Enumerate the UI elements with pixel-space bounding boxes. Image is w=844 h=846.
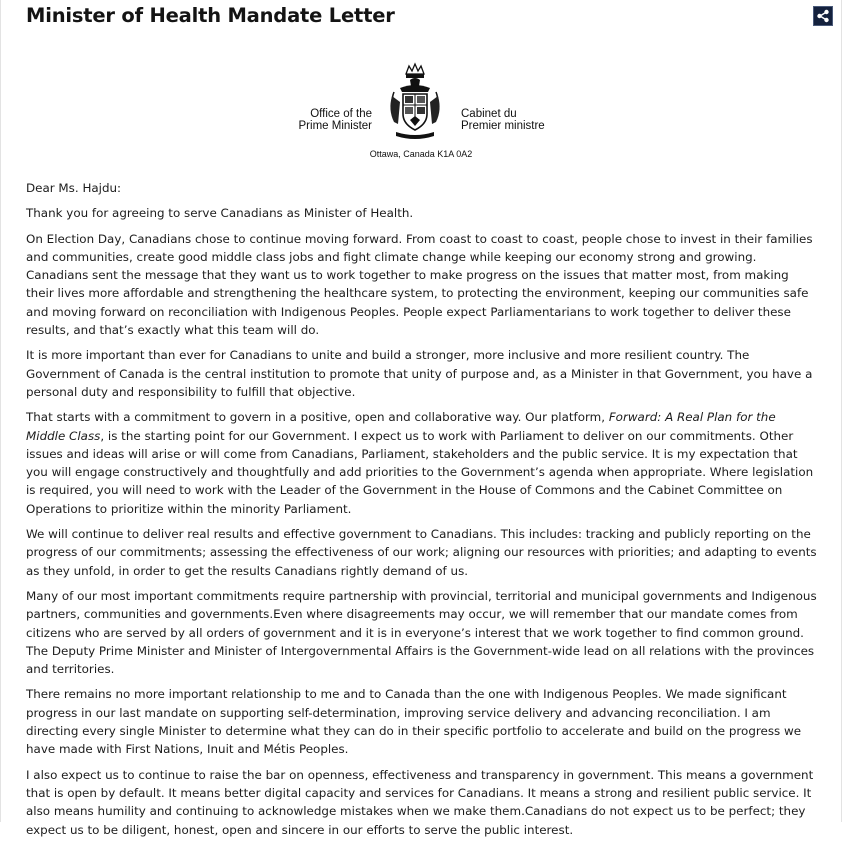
paragraph-1: Thank you for agreeing to serve Canadians as Minister of Health. (26, 206, 414, 221)
letterhead-english-line1: Office of the (310, 108, 372, 120)
letterhead (0, 60, 842, 165)
letterhead-address: Ottawa, Canada K1A 0A2 (369, 149, 473, 159)
coat-of-arms-icon (386, 62, 444, 142)
paragraph-4 (26, 408, 818, 518)
letterhead-french (461, 108, 545, 132)
paragraph-8: I also expect us to continue to raise the bar on openness, effectiveness and transparency in government. This means a government that is open by default. It means better digital capacity and services for Canadians. It means a strong and resilient public service. It also means humility and continuing to acknowledge mistakes when we make them.Canadians do not expect us to be perfect; they expect us to be diligent, honest, open and sincere in our efforts to serve the public interest. (26, 767, 814, 837)
paragraph-4-end: , is the starting point for our Government. I expect us to work with Parliament to deliver on our commitments. Other issues and ideas will arise or will come from Canadians, Parliament, stakeholders and the public service. It is my expectation that you will engage constructively and thoughtfully and add priorities to the Government’s agenda when appropriate. Where legislation is required, you will need to work with the Leader of the Government in the House of Commons and the Cabinet Committee on Operations to prioritize within the minority Parliament. (26, 428, 814, 516)
paragraph-3: It is more important than ever for Canadians to unite and build a stronger, more inclusive and more resilient country. The Government of Canada is the central institution to promote that unity of purpose and, as a Minister in that Government, you have a personal duty and responsibility to fulfill that objective. (26, 348, 813, 399)
letterhead-english (299, 108, 372, 132)
letter-body (26, 179, 818, 846)
share-icon (816, 9, 830, 23)
salutation: Dear Ms. Hajdu: (26, 181, 122, 195)
page-title: Minister of Health Mandate Letter (26, 4, 395, 27)
paragraph-4-start: That starts with a commitment to govern in a positive, open and collaborative way. Our platform, (26, 410, 609, 425)
paragraph-6: Many of our most important commitments require partnership with provincial, territorial and municipal governments and Indigenous partners, communities and governments.Even where disagreements may occur, we will remember that our mandate comes from citizens who are served by all orders of government and it is in everyone’s interest that we work together to find common ground. The Deputy Prime Minister and Minister of Intergovernmental Affairs is the Government-wide lead on all relations with the provinces and territories. (26, 588, 817, 677)
paragraph-2: On Election Day, Canadians chose to continue moving forward. From coast to coast to coast, people chose to invest in their families and communities, create good middle class jobs and fight climate change while keeping our economy strong and growing. Canadians sent the message that they want us to work together to make progress on the issues that matter most, from making their lives more affordable and strengthening the healthcare system, to protecting the environment, keeping our communities safe and moving forward on reconciliation with Indigenous Peoples. People expect Parliamentarians to work together to deliver these results, and that’s exactly what this team will do. (26, 231, 813, 338)
letterhead-french-line1: Cabinet du (461, 108, 517, 120)
paragraph-7: There remains no more important relationship to me and to Canada than the one with Indigenous Peoples. We made significant progress in our last mandate on supporting self-determination, improving service delivery and advancing reconciliation. I am directing every single Minister to determine what they can do in their specific portfolio to accelerate and build on the progress we have made with First Nations, Inuit and Métis Peoples. (26, 687, 802, 757)
share-button[interactable] (813, 6, 833, 26)
paragraph-5: We will continue to deliver real results and effective government to Canadians. This includes: tracking and publicly reporting on the progress of our commitments; assessing the effectiveness of our work; aligning our resources with priorities; and adapting to events as they unfold, in order to get the results Canadians rightly demand of us. (26, 527, 817, 578)
platform-title: Forward: A Real Plan for the Middle Class (26, 410, 776, 443)
letterhead-english-line2: Prime Minister (298, 120, 372, 132)
letterhead-french-line2: Premier ministre (461, 120, 545, 132)
